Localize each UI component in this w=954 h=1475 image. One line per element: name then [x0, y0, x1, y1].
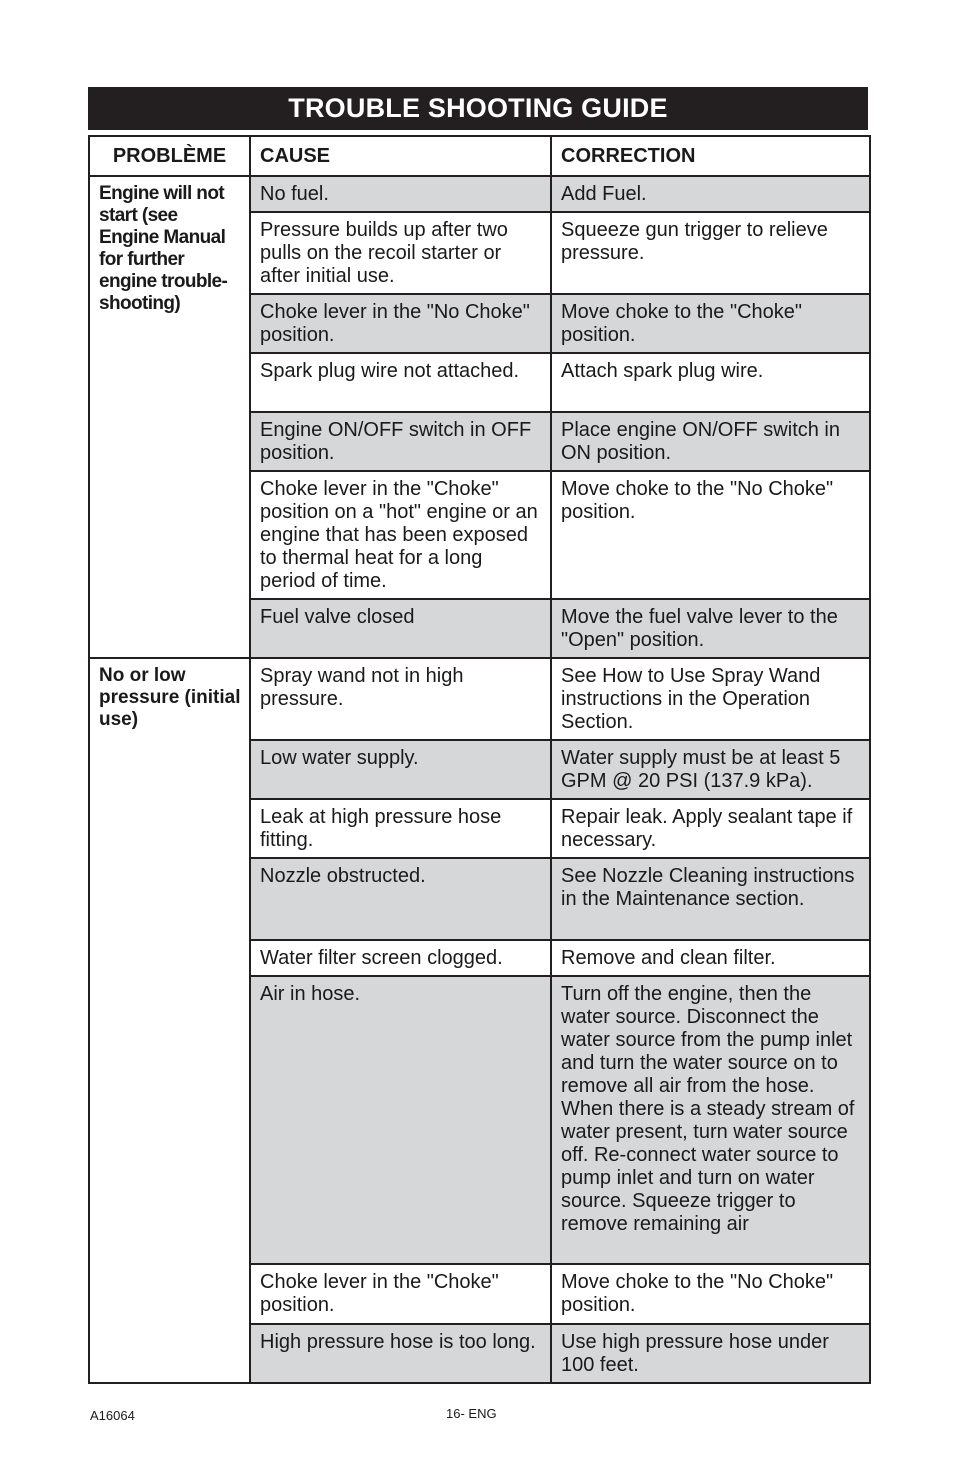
correction-cell: Squeeze gun trigger to relieve pressure.: [551, 212, 870, 294]
cause-cell: Choke lever in the "Choke" position.: [250, 1264, 551, 1324]
correction-cell: Remove and clean filter.: [551, 940, 870, 976]
cause-cell: No fuel.: [250, 176, 551, 212]
problem-cell: Engine will not start (see Engine Manual for further engine trouble-shooting): [89, 176, 250, 658]
table-row: [89, 176, 870, 212]
page-title: TROUBLE SHOOTING GUIDE: [88, 87, 868, 130]
troubleshooting-table: [88, 135, 871, 1384]
correction-cell: Attach spark plug wire.: [551, 353, 870, 412]
correction-cell: Move choke to the "No Choke" position.: [551, 471, 870, 599]
cause-cell: Choke lever in the "No Choke" position.: [250, 294, 551, 353]
correction-cell: Move the fuel valve lever to the "Open" position.: [551, 599, 870, 658]
correction-cell: Use high pressure hose under 100 feet.: [551, 1324, 870, 1383]
header-cause: CAUSE: [250, 136, 551, 176]
cause-cell: Pressure builds up after two pulls on the recoil starter or after initial use.: [250, 212, 551, 294]
cause-cell: Nozzle obstructed.: [250, 858, 551, 940]
document-id: A16064: [90, 1408, 135, 1423]
correction-cell: Water supply must be at least 5 GPM @ 20 PSI (137.9 kPa).: [551, 740, 870, 799]
cause-cell: Spray wand not in high pressure.: [250, 658, 551, 740]
correction-cell: Turn off the engine, then the water source. Disconnect the water source from the pump inlet and turn the water source on to remove all air from the hose. When there is a steady stream of water present, turn water source off. Re-connect water source to pump inlet and turn on water source. Squeeze trigger to remove remaining air: [551, 976, 870, 1264]
correction-cell: Move choke to the "Choke" position.: [551, 294, 870, 353]
correction-cell: See Nozzle Cleaning instructions in the Maintenance section.: [551, 858, 870, 940]
cause-cell: Air in hose.: [250, 976, 551, 1264]
cause-cell: Spark plug wire not attached.: [250, 353, 551, 412]
cause-cell: Engine ON/OFF switch in OFF position.: [250, 412, 551, 471]
cause-cell: Fuel valve closed: [250, 599, 551, 658]
correction-cell: Move choke to the "No Choke" position.: [551, 1264, 870, 1324]
problem-cell: No or low pressure (initial use): [89, 658, 250, 1383]
correction-cell: Place engine ON/OFF switch in ON position.: [551, 412, 870, 471]
correction-cell: Repair leak. Apply sealant tape if necessary.: [551, 799, 870, 858]
cause-cell: Water filter screen clogged.: [250, 940, 551, 976]
cause-cell: Choke lever in the "Choke" position on a "hot" engine or an engine that has been exposed to thermal heat for a long period of time.: [250, 471, 551, 599]
table-header-row: [89, 136, 870, 176]
cause-cell: High pressure hose is too long.: [250, 1324, 551, 1383]
table-row: [89, 658, 870, 740]
cause-cell: Low water supply.: [250, 740, 551, 799]
header-correction: CORRECTION: [551, 136, 870, 176]
header-problem: PROBLÈME: [89, 136, 250, 176]
correction-cell: Add Fuel.: [551, 176, 870, 212]
page-number: 16- ENG: [446, 1406, 497, 1421]
correction-cell: See How to Use Spray Wand instructions in the Operation Section.: [551, 658, 870, 740]
cause-cell: Leak at high pressure hose fitting.: [250, 799, 551, 858]
